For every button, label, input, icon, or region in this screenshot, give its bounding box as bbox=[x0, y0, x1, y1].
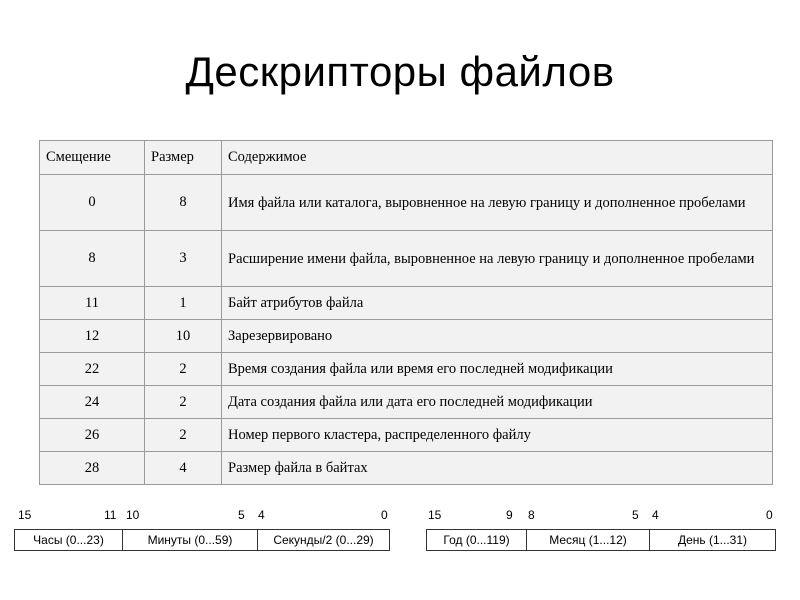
table-row bbox=[40, 320, 773, 353]
cell-offset: 28 bbox=[40, 452, 145, 485]
table-row bbox=[40, 353, 773, 386]
date-format-fields bbox=[426, 529, 776, 551]
cell-content: Имя файла или каталога, выровненное на левую границу и дополненное пробелами bbox=[222, 175, 773, 231]
cell-content: Зарезервировано bbox=[222, 320, 773, 353]
cell-size: 10 bbox=[145, 320, 222, 353]
cell-offset: 26 bbox=[40, 419, 145, 452]
field-day: День (1...31) bbox=[677, 533, 748, 547]
field-year: Год (0...119) bbox=[427, 530, 527, 550]
time-bit-numbers bbox=[18, 508, 398, 524]
table-row bbox=[40, 231, 773, 287]
table-row bbox=[40, 419, 773, 452]
cell-offset: 11 bbox=[40, 287, 145, 320]
field-month: Месяц (1...12) bbox=[527, 530, 650, 550]
bit-number: 15 bbox=[428, 508, 442, 522]
table-header-row bbox=[40, 141, 773, 175]
cell-content: Дата создания файла или дата его последней модификации bbox=[222, 386, 773, 419]
header-offset: Смещение bbox=[40, 141, 145, 175]
cell-offset: 22 bbox=[40, 353, 145, 386]
bit-number: 4 bbox=[258, 508, 265, 522]
header-size: Размер bbox=[145, 141, 222, 175]
cell-content: Время создания файла или время его последней модификации bbox=[222, 353, 773, 386]
field-seconds: Секунды/2 (0...29) bbox=[273, 533, 374, 547]
cell-offset: 8 bbox=[40, 231, 145, 287]
header-content: Содержимое bbox=[222, 141, 773, 175]
cell-offset: 12 bbox=[40, 320, 145, 353]
cell-content: Байт атрибутов файла bbox=[222, 287, 773, 320]
cell-size: 2 bbox=[145, 386, 222, 419]
bit-number: 4 bbox=[652, 508, 659, 522]
date-bit-numbers bbox=[428, 508, 788, 524]
descriptor-table bbox=[39, 140, 773, 485]
bit-number: 8 bbox=[528, 508, 535, 522]
field-hours: Часы (0...23) bbox=[15, 530, 123, 550]
bit-number: 15 bbox=[18, 508, 32, 522]
time-format-fields bbox=[14, 529, 390, 551]
field-minutes: Минуты (0...59) bbox=[123, 530, 258, 550]
bit-number: 5 bbox=[632, 508, 639, 522]
cell-content: Размер файла в байтах bbox=[222, 452, 773, 485]
table-row bbox=[40, 386, 773, 419]
cell-size: 8 bbox=[145, 175, 222, 231]
cell-size: 1 bbox=[145, 287, 222, 320]
cell-size: 4 bbox=[145, 452, 222, 485]
bit-number: 11 bbox=[104, 508, 117, 522]
cell-offset: 24 bbox=[40, 386, 145, 419]
table-row bbox=[40, 287, 773, 320]
cell-size: 2 bbox=[145, 419, 222, 452]
bit-number: 0 bbox=[381, 508, 388, 522]
bit-number: 0 bbox=[766, 508, 773, 522]
bit-number: 9 bbox=[506, 508, 513, 522]
page-title: Дескрипторы файлов bbox=[185, 48, 615, 95]
table-row bbox=[40, 175, 773, 231]
table-row bbox=[40, 452, 773, 485]
cell-offset: 0 bbox=[40, 175, 145, 231]
cell-content: Расширение имени файла, выровненное на левую границу и дополненное пробелами bbox=[222, 231, 773, 287]
cell-content: Номер первого кластера, распределенного файлу bbox=[222, 419, 773, 452]
bit-number: 5 bbox=[238, 508, 245, 522]
bit-number: 10 bbox=[126, 508, 140, 522]
cell-size: 3 bbox=[145, 231, 222, 287]
cell-size: 2 bbox=[145, 353, 222, 386]
